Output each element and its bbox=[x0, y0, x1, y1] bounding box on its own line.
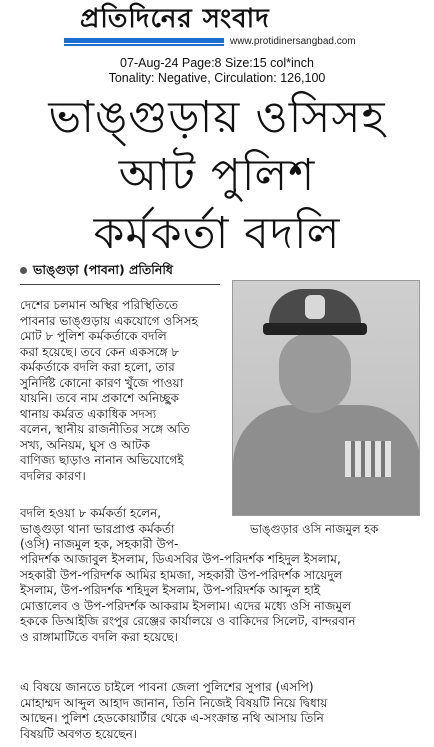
photo-cap-band-shape bbox=[263, 323, 367, 335]
body-paragraph-2-column bbox=[20, 506, 228, 553]
text-line: যায়নি। তবে নাম প্রকাশে অনিচ্ছুক bbox=[20, 391, 179, 405]
text-line: (ওসি) নাজমুল হক, সহকারী উপ- bbox=[20, 537, 179, 551]
text-line: ইসলাম, উপ-পরিদর্শক শহিদুল ইসলাম, উপ-পরিদর্শক আব্দুল হাই bbox=[20, 583, 321, 597]
text-line: দেশের চলমান অস্থির পরিস্থিতিতে bbox=[20, 298, 179, 312]
text-line: বাণিজ্য ছাড়াও নানান অভিযোগেই bbox=[20, 453, 184, 467]
text-line: ভাঙ্গুড়া থানা ভারপ্রাপ্ত কর্মকর্তা bbox=[20, 521, 175, 536]
text-line: মোট ৮ পুলিশ কর্মকর্তাকে বদলি bbox=[20, 329, 167, 343]
logo-underline bbox=[64, 38, 224, 43]
text-line: মোহাম্মদ আব্দুল আহাদ জানান, তিনি নিজেই বিষয়টি নিয়ে দ্বিধায় bbox=[20, 695, 328, 710]
logo-underline-thin bbox=[64, 44, 224, 46]
byline-text: ভাঙ্গুড়া (পাবনা) প্রতিনিধি bbox=[33, 262, 173, 277]
text-line: বদলি হওয়া ৮ কর্মকর্তা হলেন, bbox=[20, 506, 162, 520]
headline-line-3: কর্মকর্তা বদলি bbox=[93, 208, 341, 259]
byline bbox=[20, 262, 173, 282]
photo-uniform-shape bbox=[233, 405, 420, 516]
text-line: পাবনার ভাঙ্গুড়ায় একযোগে ওসিসহ bbox=[20, 313, 198, 328]
photo-face-shape bbox=[279, 333, 351, 413]
text-line: বলেন, স্থানীয় রাজনীতির সঙ্গে অতি bbox=[20, 422, 190, 436]
body-paragraph-1 bbox=[20, 298, 228, 484]
text-line: পরিদর্শক আজাবুল ইসলাম, ডিএসবির উপ-পরিদর্শক শহিদুল ইসলাম, bbox=[20, 552, 341, 566]
newspaper-logo: প্রতিদিনের সংবাদ bbox=[80, 4, 270, 34]
text-line: সহকারী উপ-পরিদর্শক আমির হামজা, সহকারী উপ-পরিদর্শক সায়েদুল bbox=[20, 567, 343, 582]
text-line: এ বিষয়ে জানতে চাইলে পাবনা জেলা পুলিশের সুপার (এসপি) bbox=[20, 680, 314, 694]
text-line: মোত্তালেব ও উপ-পরিদর্শক আকরাম ইসলাম। এদের মধ্যে ওসি নাজমুল bbox=[20, 598, 352, 613]
headline-line-1: ভাঙ্গুড়ায় ওসিসহ bbox=[48, 92, 386, 143]
officer-photo bbox=[232, 280, 420, 516]
photo-caption: ভাঙ্গুড়ার ওসি নাজমুল হক bbox=[250, 522, 379, 536]
text-line: থানায় কর্মরত একাধিক সদস্য bbox=[20, 406, 157, 421]
bullet-icon bbox=[20, 267, 27, 274]
text-line: বিষয়টি অবগত হয়েছেন। bbox=[20, 726, 138, 741]
text-line: হককে ডিআইজি রংপুর রেঞ্জের কার্যালয়ে ও বাকিদের সিলেট, বান্দরবান bbox=[20, 614, 356, 628]
text-line: ও রাঙ্গামাটিতে বদলি করা হয়েছে। bbox=[20, 629, 178, 644]
text-line: কর্মকর্তাকে বদলি করা হলো, তার bbox=[20, 360, 175, 374]
byline-divider bbox=[20, 284, 220, 285]
body-paragraph-2-full bbox=[20, 552, 420, 645]
masthead bbox=[0, 0, 434, 56]
text-line: সখ্য, অনিয়ম, ঘুস ও আটক bbox=[20, 437, 150, 452]
photo-cap-badge-shape bbox=[305, 295, 325, 319]
photo-medals-shape bbox=[345, 441, 391, 477]
text-line: বদলির কারণ। bbox=[20, 468, 86, 483]
clipping-meta-tonality: Tonality: Negative, Circulation: 126,100 bbox=[108, 71, 326, 85]
body-paragraph-3 bbox=[20, 680, 420, 742]
headline-line-2: আট পুলিশ bbox=[118, 150, 316, 201]
clipping-meta-date-page: 07-Aug-24 Page:8 Size:15 col*inch bbox=[120, 56, 314, 70]
text-line: করা হয়েছে। তবে কেন একসঙ্গে ৮ bbox=[20, 344, 180, 359]
website-url[interactable]: www.protidinersangbad.com bbox=[230, 36, 356, 47]
text-line: আছেন। পুলিশ হেডকোয়ার্টার থেকে এ-সংক্রান্ত নথি আসায় তিনি bbox=[20, 711, 324, 725]
text-line: সুনির্দিষ্ট কোনো কারণ খুঁজে পাওয়া bbox=[20, 375, 184, 390]
